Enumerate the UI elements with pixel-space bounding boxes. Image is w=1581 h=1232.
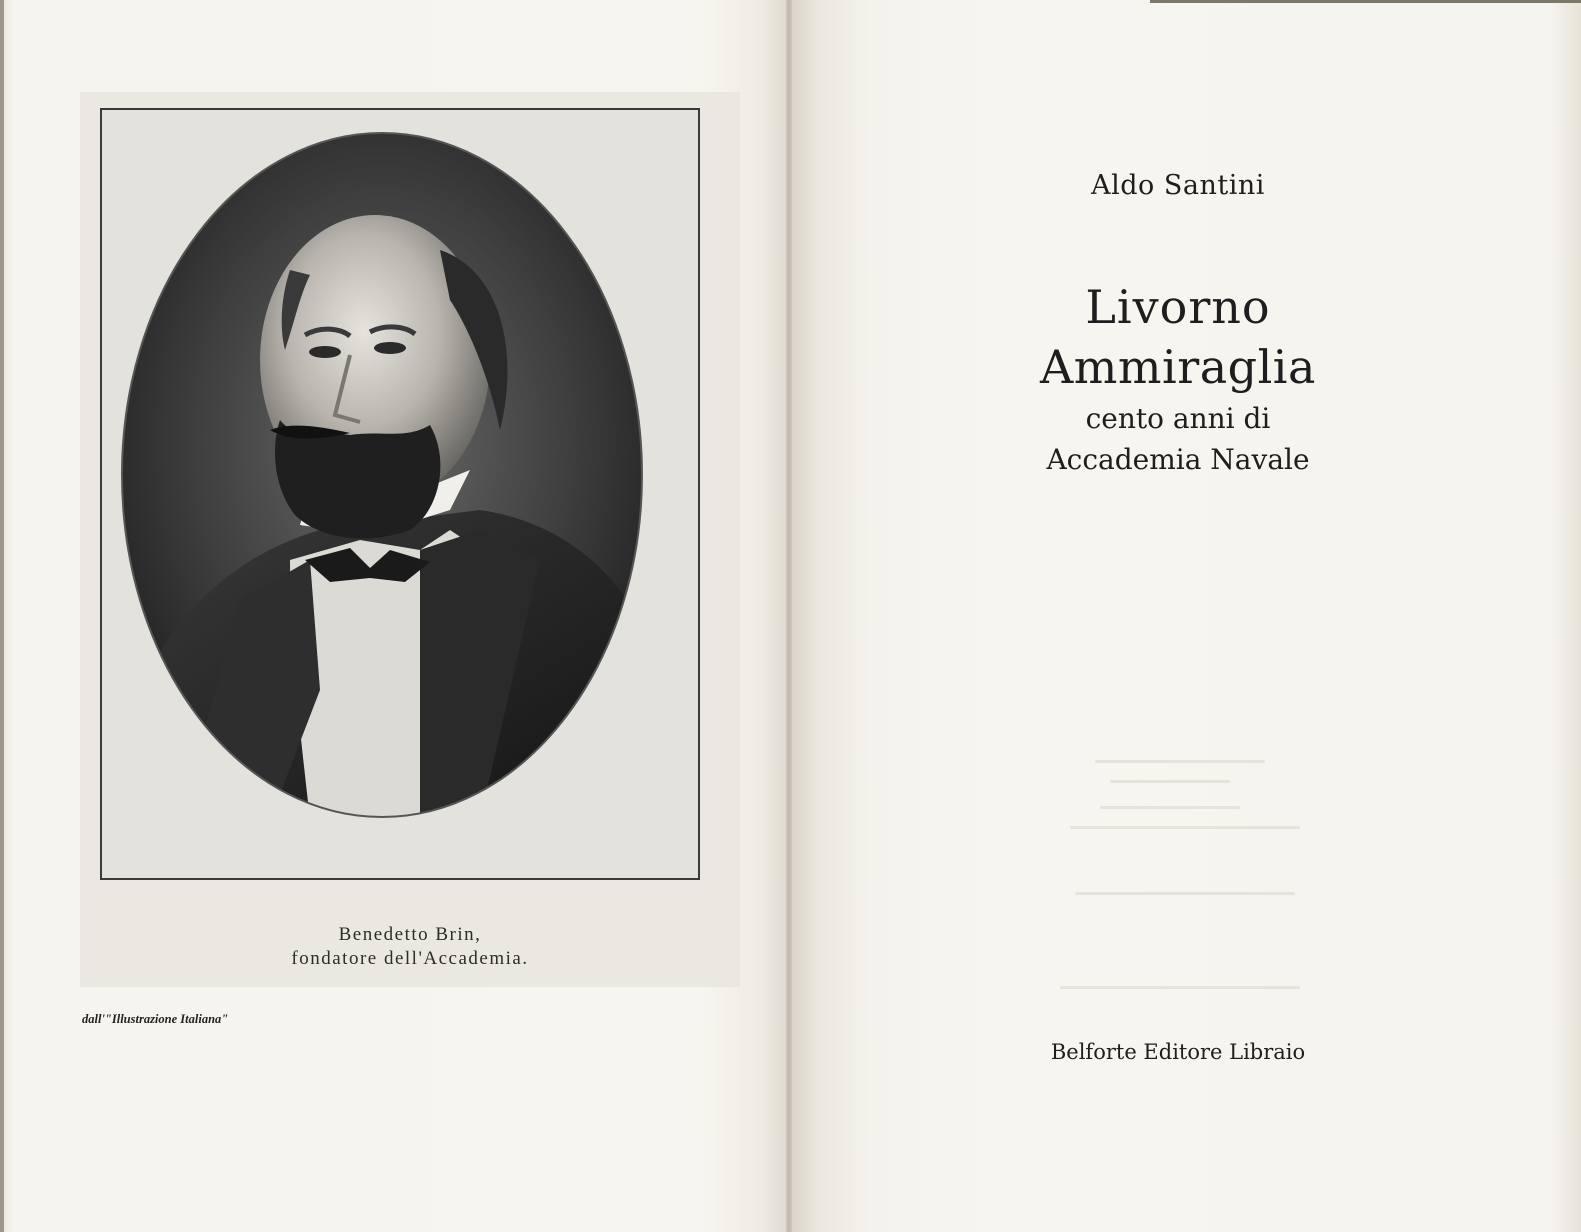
bleed-through-mark xyxy=(1070,826,1300,829)
author-name: Aldo Santini xyxy=(1091,170,1265,201)
subtitle-line-2: Accademia Navale xyxy=(1046,443,1310,476)
publisher-name: Belforte Editore Libraio xyxy=(1050,1040,1306,1064)
book-gutter xyxy=(786,0,792,1232)
subtitle-line-1: cento anni di xyxy=(1085,402,1271,435)
bleed-through-mark xyxy=(1060,986,1300,989)
page-edge-top xyxy=(1150,0,1581,3)
portrait-image xyxy=(120,130,645,820)
page-edge xyxy=(0,0,4,1232)
portrait-caption-role: fondatore dell'Accademia. xyxy=(291,948,529,969)
title-line-2: Ammiraglia xyxy=(1040,340,1316,394)
bleed-through-mark xyxy=(1095,760,1265,763)
bleed-through-mark xyxy=(1075,892,1295,895)
portrait-plate xyxy=(80,92,740,987)
bleed-through-mark xyxy=(1100,806,1240,809)
portrait-caption-name: Benedetto Brin, xyxy=(338,924,482,945)
title-line-1: Livorno xyxy=(1085,280,1271,334)
image-credit: dall'"Illustrazione Italiana" xyxy=(82,1012,229,1026)
bleed-through-mark xyxy=(1110,780,1230,783)
